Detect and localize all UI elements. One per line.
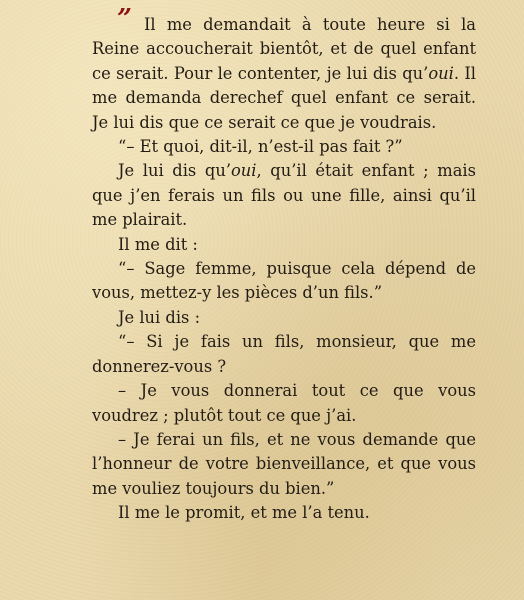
italic-text: oui: [231, 161, 257, 181]
page-text: [92, 13, 476, 526]
paragraph: [92, 159, 476, 232]
paragraph: [92, 306, 476, 330]
text-run: . Il me demanda derechef quel enfant ce serait. Je lui dis que ce serait ce que je voudrais.: [92, 63, 476, 132]
paragraph: [92, 135, 476, 159]
paragraph: [92, 257, 476, 306]
text-run: – Je vous donnerai tout ce que vous voudrez ; plutôt tout ce que j’ai.: [92, 381, 476, 425]
text-run: Je lui dis qu’: [118, 161, 231, 181]
text-run: – Je ferai un fils, et ne vous demande que l’honneur de votre bienveillance, et que vous me vouliez toujours du bien.”: [92, 429, 476, 498]
text-run: “– Si je fais un fils, monsieur, que me donnerez-vous ?: [92, 332, 476, 376]
text-run: “– Et quoi, dit-il, n’est-il pas fait ?”: [118, 137, 403, 157]
paragraph: [92, 13, 476, 135]
text-run: Il me demandait à toute heure si la Reine accoucherait bientôt, et de quel enfant ce serait. Pour le contenter, je lui dis qu’: [92, 15, 476, 83]
text-run: Il me dit :: [118, 234, 198, 254]
italic-text: oui: [428, 63, 454, 83]
paragraph: [92, 330, 476, 379]
text-run: Je lui dis :: [118, 307, 201, 327]
paragraph: [92, 428, 476, 501]
text-run: , qu’il était enfant ; mais que j’en ferais un fils ou une fille, ainsi qu’il me plairait.: [92, 161, 476, 230]
text-run: Il me le promit, et me l’a tenu.: [118, 503, 370, 523]
paragraph: [92, 501, 476, 525]
text-run: “– Sage femme, puisque cela dépend de vous, mettez-y les pièces d’un fils.”: [92, 259, 476, 303]
paragraph: [92, 379, 476, 428]
paragraph: [92, 233, 476, 257]
opening-quote-mark: ”: [117, 4, 130, 34]
